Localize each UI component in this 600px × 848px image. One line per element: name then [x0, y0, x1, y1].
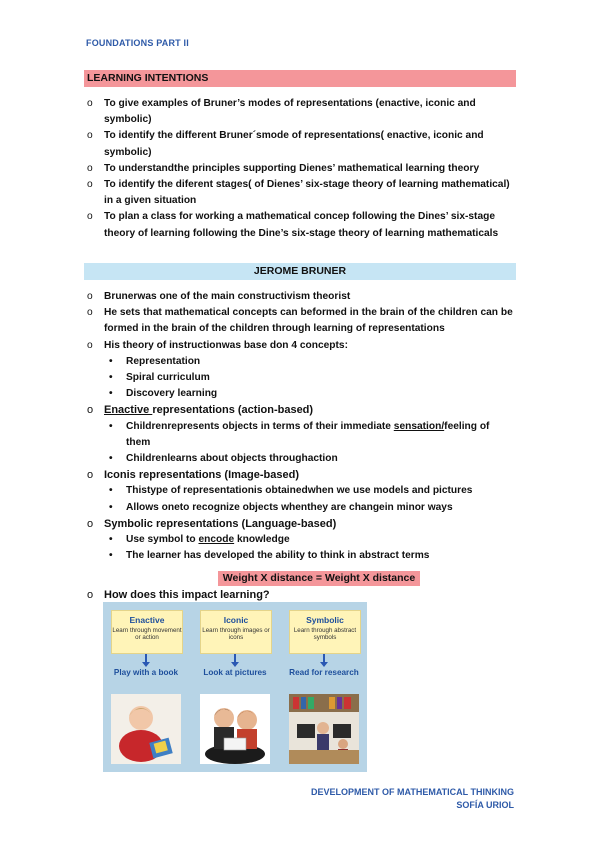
list-item: o How does this impact learning?: [84, 587, 514, 603]
bruner-list: [84, 289, 514, 564]
iconic-item: [84, 467, 514, 516]
learning-intentions-heading: LEARNING INTENTIONS: [84, 70, 516, 87]
question-list: [84, 587, 514, 603]
concepts-list: [104, 354, 514, 403]
list-item: o To understandthe principles supporting Dienes’ mathematical learning theory: [84, 161, 514, 177]
card-title: Symbolic: [306, 615, 344, 625]
list-item: o To give examples of Bruner’s modes of representations (enactive, iconic and symbolic): [84, 96, 514, 128]
sub-text: feeling of them: [126, 420, 490, 448]
list-item-text: His theory of instructionwas base don 4 concepts:: [104, 339, 348, 351]
card-desc: Learn through movement or action: [112, 627, 182, 641]
enactive-rest: representations (action-based): [152, 404, 314, 417]
sub-list-item: • The learner has developed the ability to think in abstract terms: [104, 548, 514, 564]
enactive-label: Enactive: [104, 404, 153, 417]
card-desc: Learn through abstract symbols: [293, 627, 357, 641]
enactive-card: [111, 610, 183, 654]
sub-list-item: • Childrenlearns about objects throughaction: [104, 451, 514, 467]
symbolic-title: Symbolic representations (Language-based): [104, 517, 337, 530]
sub-list-item: • Spiral curriculum: [104, 370, 514, 386]
sub-text: Use symbol to: [126, 534, 199, 546]
symbolic-item: [84, 516, 514, 565]
child-with-book-image: [111, 694, 181, 764]
sub-text: knowledge: [234, 534, 290, 546]
sub-list-item: [104, 532, 514, 548]
card-action: Play with a book: [113, 668, 179, 677]
enactive-sub-list: [104, 419, 514, 468]
sub-text-underlined: sensation/: [393, 420, 445, 432]
iconic-card: [200, 610, 272, 654]
sub-list-item: • Thistype of representationis obtainedwhen we use models and pictures: [104, 483, 514, 499]
footer-course: DEVELOPMENT OF MATHEMATICAL THINKING: [311, 787, 514, 797]
card-title: Enactive: [129, 615, 165, 625]
symbolic-card: [289, 610, 361, 654]
list-item: o Brunerwas one of the main constructivism theorist: [84, 289, 514, 305]
jerome-bruner-heading: JEROME BRUNER: [84, 263, 516, 280]
sub-list-item: • Discovery learning: [104, 386, 514, 402]
sub-list-item: • Allows oneto recognize objects whenthey are changein minor ways: [104, 500, 514, 516]
sub-text: Childrenrepresents objects in terms of their immediate: [126, 420, 394, 432]
enactive-item: [84, 402, 514, 467]
sub-list-item: • Representation: [104, 354, 514, 370]
children-looking-at-pictures-image: [200, 694, 270, 764]
formula-highlight: Weight X distance = Weight X distance: [218, 571, 420, 586]
sub-text-underlined: encode: [198, 534, 235, 546]
card-action: Read for research: [289, 668, 359, 677]
list-item: o To identify the diferent stages( of Dienes’ six-stage theory of learning mathematical) in a given situation: [84, 177, 514, 209]
list-item: o To identify the different Bruner´smode of representations( enactive, iconic and symbolic): [84, 128, 514, 160]
card-title: Iconic: [223, 615, 249, 625]
iconic-sub-list: [104, 483, 514, 515]
sub-list-item: [104, 419, 514, 451]
list-item: o He sets that mathematical concepts can beformed in the brain of the children can be formed in the brain of the children through learning of representations: [84, 305, 514, 337]
card-desc: Learn through images or icons: [202, 627, 270, 641]
bruner-modes-figure: [103, 602, 367, 772]
list-item: [84, 338, 514, 403]
list-item: o To plan a class for working a mathematical concep following the Dines’ six-stage theory of learning following the Dine’s six-stage theory of learning mathematicals: [84, 209, 514, 241]
iconic-title: Iconis representations (Image-based): [104, 469, 299, 482]
students-researching-image: [289, 694, 359, 764]
card-action: Look at pictures: [203, 668, 267, 677]
document-footer: [311, 786, 514, 812]
symbolic-sub-list: [104, 532, 514, 564]
footer-author: SOFÍA URIOL: [456, 800, 514, 810]
learning-intentions-list: [84, 96, 514, 242]
document-header: FOUNDATIONS PART II: [86, 38, 189, 48]
